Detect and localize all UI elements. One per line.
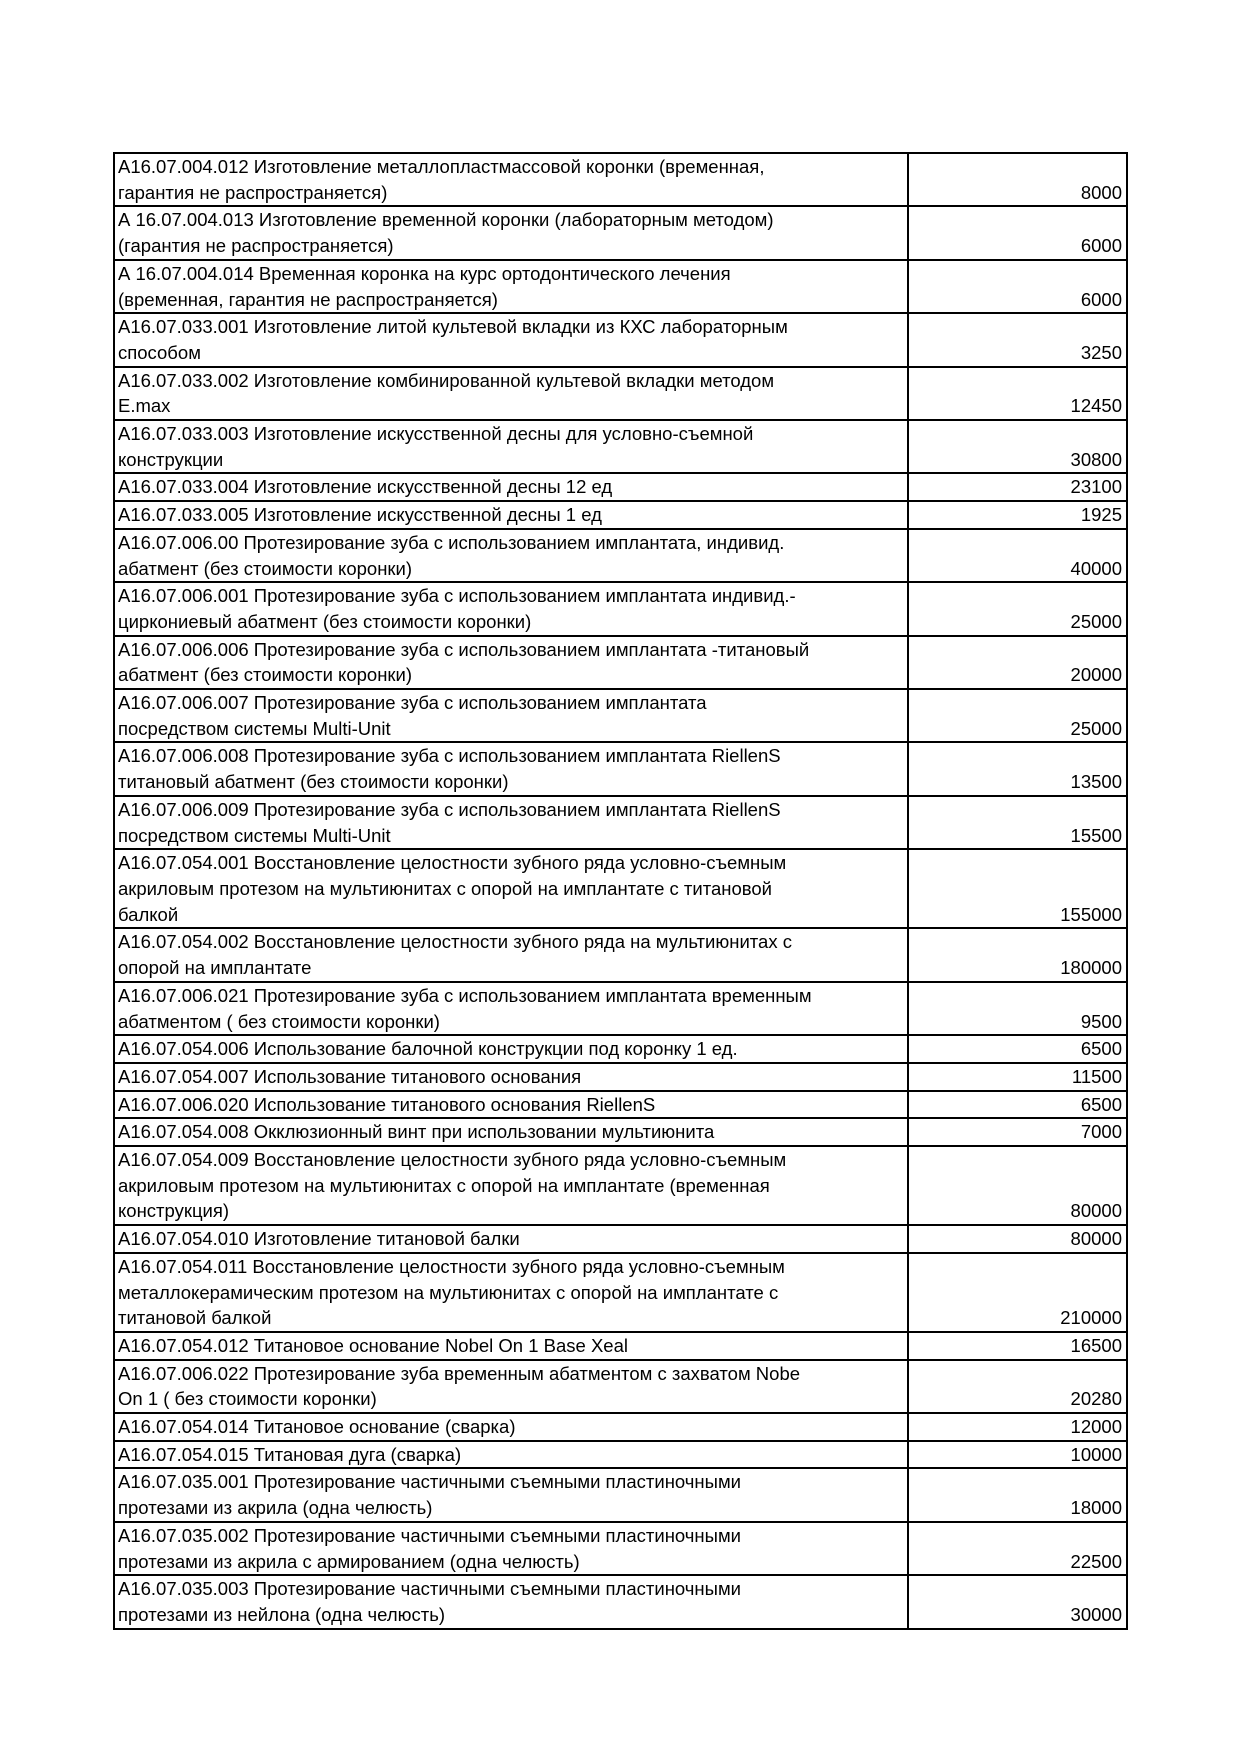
service-price-cell: 1925 <box>908 501 1127 529</box>
service-price-cell: 155000 <box>908 849 1127 928</box>
service-price-cell: 13500 <box>908 742 1127 795</box>
service-price-cell: 6500 <box>908 1035 1127 1063</box>
table-row <box>114 1575 1127 1628</box>
service-name-cell: А16.07.006.021 Протезирование зуба с использованием имплантата временным абатментом ( без стоимости коронки) <box>114 982 908 1035</box>
service-name-cell: А16.07.035.002 Протезирование частичными съемными пластиночными протезами из акрила с армированием (одна челюсть) <box>114 1522 908 1575</box>
service-name-cell: А16.07.054.009 Восстановление целостности зубного ряда условно-съемным акриловым протезом на мультиюнитах с опорой на имплантате (временная конструкция) <box>114 1146 908 1225</box>
table-row <box>114 1035 1127 1063</box>
table-row <box>114 928 1127 981</box>
service-price-cell: 16500 <box>908 1332 1127 1360</box>
table-row <box>114 153 1127 206</box>
table-row <box>114 742 1127 795</box>
service-name-cell: А16.07.054.002 Восстановление целостности зубного ряда на мультиюнитах с опорой на имплантате <box>114 928 908 981</box>
service-price-cell: 80000 <box>908 1146 1127 1225</box>
table-row <box>114 1146 1127 1225</box>
service-name-cell: А16.07.006.008 Протезирование зуба с использованием имплантата RiellenS титановый абатмент (без стоимости коронки) <box>114 742 908 795</box>
service-price-cell: 30800 <box>908 420 1127 473</box>
table-row <box>114 689 1127 742</box>
service-name-cell: А16.07.054.014 Титановое основание (сварка) <box>114 1413 908 1441</box>
service-name-cell: А16.07.033.004 Изготовление искусственной десны 12 ед <box>114 473 908 501</box>
service-name-cell: А 16.07.004.014 Временная коронка на курс ортодонтического лечения (временная, гарантия не распространяется) <box>114 260 908 313</box>
service-price-cell: 23100 <box>908 473 1127 501</box>
service-price-cell: 12450 <box>908 367 1127 420</box>
table-row <box>114 1413 1127 1441</box>
service-name-cell: А16.07.006.020 Использование титанового основания RiellenS <box>114 1091 908 1119</box>
service-price-cell: 18000 <box>908 1468 1127 1521</box>
service-name-cell: А 16.07.004.013 Изготовление временной коронки (лабораторным методом) (гарантия не распространяется) <box>114 206 908 259</box>
service-name-cell: А16.07.054.015 Титановая дуга (сварка) <box>114 1441 908 1469</box>
service-price-cell: 80000 <box>908 1225 1127 1253</box>
service-price-cell: 3250 <box>908 313 1127 366</box>
table-row <box>114 313 1127 366</box>
service-name-cell: А16.07.004.012 Изготовление металлопластмассовой коронки (временная, гарантия не распространяется) <box>114 153 908 206</box>
table-row <box>114 849 1127 928</box>
service-name-cell: А16.07.054.006 Использование балочной конструкции под коронку 1 ед. <box>114 1035 908 1063</box>
table-row <box>114 1360 1127 1413</box>
service-price-cell: 6000 <box>908 260 1127 313</box>
table-row <box>114 1253 1127 1332</box>
table-row <box>114 1522 1127 1575</box>
service-name-cell: А16.07.054.012 Титановое основание Nobel On 1 Base Xeal <box>114 1332 908 1360</box>
service-price-cell: 210000 <box>908 1253 1127 1332</box>
service-name-cell: А16.07.006.001 Протезирование зуба с использованием имплантата индивид.- циркониевый абатмент (без стоимости коронки) <box>114 582 908 635</box>
service-name-cell: А16.07.006.009 Протезирование зуба с использованием имплантата RiellenS посредством системы Multi-Unit <box>114 796 908 849</box>
service-name-cell: А16.07.033.002 Изготовление комбинированной культевой вкладки методом E.max <box>114 367 908 420</box>
service-name-cell: А16.07.054.007 Использование титанового основания <box>114 1063 908 1091</box>
service-name-cell: А16.07.033.005 Изготовление искусственной десны 1 ед <box>114 501 908 529</box>
table-row <box>114 582 1127 635</box>
service-name-cell: А16.07.035.001 Протезирование частичными съемными пластиночными протезами из акрила (одна челюсть) <box>114 1468 908 1521</box>
table-row <box>114 636 1127 689</box>
service-name-cell: А16.07.033.001 Изготовление литой культевой вкладки из КХС лабораторным способом <box>114 313 908 366</box>
service-price-cell: 7000 <box>908 1118 1127 1146</box>
service-name-cell: А16.07.054.010 Изготовление титановой балки <box>114 1225 908 1253</box>
table-row <box>114 501 1127 529</box>
service-price-cell: 25000 <box>908 689 1127 742</box>
table-row <box>114 1468 1127 1521</box>
price-table-body <box>114 153 1127 1629</box>
table-row <box>114 1441 1127 1469</box>
service-name-cell: А16.07.054.011 Восстановление целостности зубного ряда условно-съемным металлокерамическим протезом на мультиюнитах с опорой на имплантате с титановой балкой <box>114 1253 908 1332</box>
service-price-cell: 11500 <box>908 1063 1127 1091</box>
table-row <box>114 1225 1127 1253</box>
service-name-cell: А16.07.054.001 Восстановление целостности зубного ряда условно-съемным акриловым протезом на мультиюнитах с опорой на имплантате с титановой балкой <box>114 849 908 928</box>
table-row <box>114 796 1127 849</box>
service-price-cell: 10000 <box>908 1441 1127 1469</box>
service-name-cell: А16.07.006.006 Протезирование зуба с использованием имплантата -титановый абатмент (без стоимости коронки) <box>114 636 908 689</box>
service-name-cell: А16.07.006.007 Протезирование зуба с использованием имплантата посредством системы Multi-Unit <box>114 689 908 742</box>
service-price-cell: 6500 <box>908 1091 1127 1119</box>
table-row <box>114 1091 1127 1119</box>
service-price-cell: 20280 <box>908 1360 1127 1413</box>
service-price-cell: 20000 <box>908 636 1127 689</box>
service-price-cell: 180000 <box>908 928 1127 981</box>
service-price-cell: 6000 <box>908 206 1127 259</box>
service-price-cell: 12000 <box>908 1413 1127 1441</box>
service-price-cell: 8000 <box>908 153 1127 206</box>
service-price-cell: 25000 <box>908 582 1127 635</box>
table-row <box>114 982 1127 1035</box>
service-price-cell: 15500 <box>908 796 1127 849</box>
table-row <box>114 206 1127 259</box>
price-table <box>113 152 1128 1630</box>
service-price-cell: 30000 <box>908 1575 1127 1628</box>
table-row <box>114 529 1127 582</box>
table-row <box>114 420 1127 473</box>
service-name-cell: А16.07.006.00 Протезирование зуба с использованием имплантата, индивид. абатмент (без стоимости коронки) <box>114 529 908 582</box>
table-row <box>114 1063 1127 1091</box>
service-name-cell: А16.07.033.003 Изготовление искусственной десны для условно-съемной конструкции <box>114 420 908 473</box>
service-price-cell: 9500 <box>908 982 1127 1035</box>
service-price-cell: 40000 <box>908 529 1127 582</box>
service-name-cell: А16.07.035.003 Протезирование частичными съемными пластиночными протезами из нейлона (одна челюсть) <box>114 1575 908 1628</box>
table-row <box>114 367 1127 420</box>
service-name-cell: А16.07.054.008 Окклюзионный винт при использовании мультиюнита <box>114 1118 908 1146</box>
table-row <box>114 260 1127 313</box>
table-row <box>114 1118 1127 1146</box>
table-row <box>114 1332 1127 1360</box>
service-name-cell: А16.07.006.022 Протезирование зуба временным абатментом с захватом Nobe On 1 ( без стоимости коронки) <box>114 1360 908 1413</box>
service-price-cell: 22500 <box>908 1522 1127 1575</box>
table-row <box>114 473 1127 501</box>
